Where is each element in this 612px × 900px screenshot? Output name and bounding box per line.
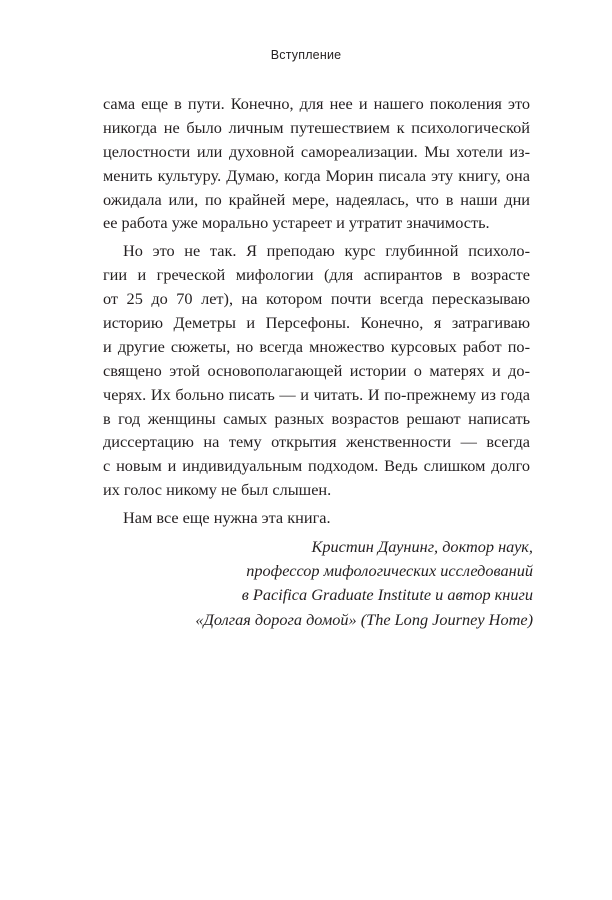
text-line: историю Деметры и Персефоны. Конечно, я затрагиваю	[103, 313, 530, 333]
text-line: священо этой основополагающей истории о матерях и до-	[103, 360, 530, 380]
text-line: их голос никому не был слышен.	[103, 480, 332, 500]
text-line: целостности или духовной самореализации. Мы хотели из-	[103, 141, 530, 161]
paragraph	[103, 92, 530, 235]
text-line: сама еще в пути. Конечно, для нее и нашего поколения это	[103, 94, 530, 113]
text-line: Нам все еще нужна эта книга.	[123, 508, 331, 528]
signature-line: Кристин Даунинг, доктор наук,	[311, 537, 533, 556]
signature-line: профессор мифологических исследований	[246, 561, 533, 581]
text-line: менить культуру. Думаю, когда Морин писала эту книгу, она	[103, 165, 530, 185]
text-line: ее работа уже морально устареет и утратит значимость.	[103, 213, 490, 233]
running-head: Вступление	[270, 48, 342, 62]
text-line: и другие сюжеты, но всегда множество курсовых работ по-	[103, 336, 530, 356]
text-line: черях. Их больно писать — и читать. И по-прежнему из года	[103, 384, 530, 404]
main-text	[103, 92, 530, 530]
text-line: от 25 до 70 лет), на котором почти всегда пересказываю	[103, 289, 530, 309]
text-line: никогда не было личным путешествием к психологической	[103, 117, 530, 137]
author-signature	[103, 535, 533, 632]
text-line: в год женщины самых разных возрастов решают написать	[103, 408, 530, 428]
paragraph	[103, 239, 530, 502]
text-line: гии и греческой мифологии (для аспирантов в возрасте	[103, 265, 530, 285]
text-line: Но это не так. Я преподаю курс глубинной психоло-	[123, 241, 530, 261]
signature-line: в Pacifica Graduate Institute и автор книги	[241, 585, 533, 605]
text-line: ожидала или, по крайней мере, надеялась, что в наши дни	[103, 189, 530, 209]
text-line: диссертацию на тему открытия женственности — всегда	[103, 432, 530, 452]
signature-line: «Долгая дорога домой» (The Long Journey Home)	[195, 609, 533, 629]
paragraph	[103, 506, 530, 530]
text-line: с новым и индивидуальным подходом. Ведь слишком долго	[103, 456, 530, 476]
